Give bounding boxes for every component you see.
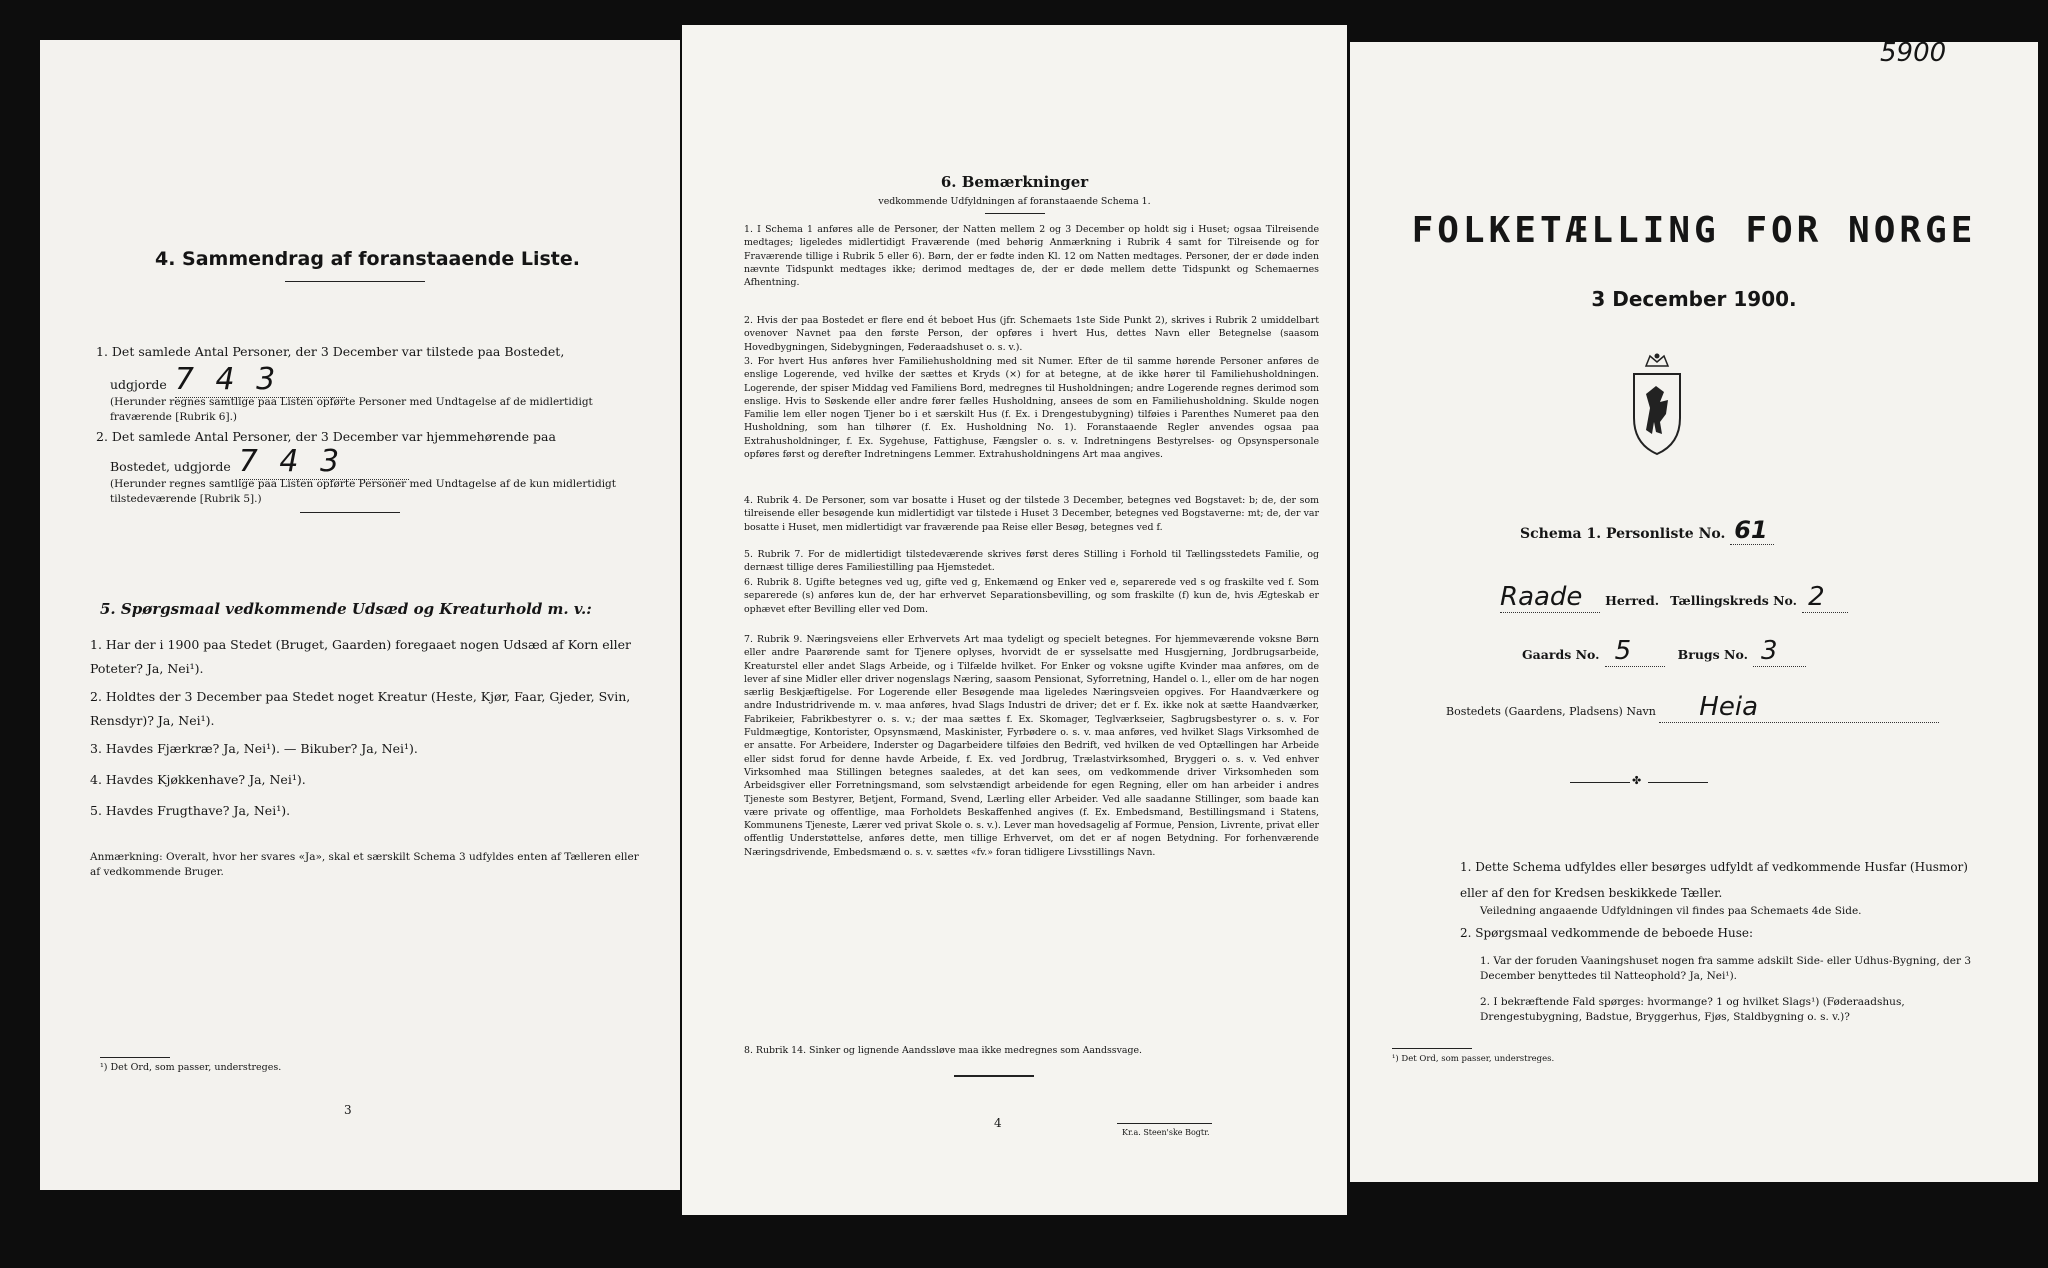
kreds-value: 2	[1802, 582, 1848, 613]
section4-title: 4. Sammendrag af foranstaaende Liste.	[155, 248, 580, 270]
q1-udgjorde: udgjorde	[110, 377, 167, 392]
gaards-label: Gaards No.	[1522, 647, 1600, 662]
form-date: 3 December 1900.	[1591, 287, 1797, 311]
section5-title: 5. Spørgsmaal vedkommende Udsæd og Kreaturhold m. v.:	[100, 600, 592, 618]
q1-text: 1. Det samlede Antal Personer, der 3 December var tilstede paa Bostedet,	[96, 344, 565, 359]
page-number: 4	[994, 1116, 1002, 1130]
instruction-1-note: Veiledning angaaende Udfyldningen vil findes paa Schemaets 4de Side.	[1480, 905, 1862, 917]
coat-of-arms-icon	[1626, 352, 1688, 458]
page-right	[1350, 42, 2038, 1182]
remark-5: 5. Rubrik 7. For de midlertidigt tilstedeværende skrives først deres Stilling i Forhold til Tællingsstedets Familie, og dernæst tillige deres Familiestilling paa Hjemstedet.	[744, 549, 1319, 574]
herred-value: Raade	[1500, 582, 1600, 613]
remark-4: 4. Rubrik 4. De Personer, som var bosatte i Huset og der tilstede 3 December, betegnes ved Bogstavet: b; de, der som tilreisende eller besøgende kun midlertidigt var tilstede i Huset 3 December, betegnes ved Bogstaverne: mt; de, der var bosatte i Huset, men midlertidigt var fraværende paa Reise eller Besøg, betegnes ved f.	[744, 495, 1319, 533]
q1-note: (Herunder regnes samtlige paa Listen opførte Personer med Undtagelse af de midlertidigt fraværende [Rubrik 6].)	[110, 396, 593, 423]
brugs-label: Brugs No.	[1677, 647, 1748, 662]
q2-value: 7 4 3	[239, 444, 409, 480]
corner-number: 5900	[1880, 42, 1947, 68]
herred-label: Herred.	[1605, 593, 1660, 608]
gaards-value: 5	[1605, 636, 1665, 667]
instruction-2: 2. Spørgsmaal vedkommende de beboede Huse:	[1460, 926, 1754, 940]
q2-bostedet: Bostedet, udgjorde	[110, 459, 231, 474]
question-5: 5. Havdes Frugthave? Ja, Nei¹).	[90, 803, 291, 818]
footnote: ¹) Det Ord, som passer, understreges.	[100, 1062, 282, 1073]
printer-mark: Kr.a. Steen'ske Bogtr.	[1122, 1128, 1210, 1137]
remarks-title: 6. Bemærkninger	[940, 173, 1089, 191]
footnote-rule	[1392, 1048, 1472, 1049]
divider	[1570, 782, 1630, 783]
q2-note: (Herunder regnes samtlige paa Listen opførte Personer med Undtagelse af de kun midlertidigt tilstedeværende [Rubrik 5].)	[110, 478, 616, 505]
printer-rule	[1117, 1123, 1212, 1124]
page-left	[40, 40, 680, 1190]
remark-2: 2. Hvis der paa Bostedet er flere end ét beboet Hus (jfr. Schemaets 1ste Side Punkt 2), skrives i Rubrik 2 umiddelbart ovenover Navnet paa den første Person, der opføres i hvert Hus, dettes Navn eller Betegnelse (saasom Hovedbygningen, Sidebygningen, Føderaadshuset o. s. v.).	[744, 315, 1319, 353]
question-4: 4. Havdes Kjøkkenhave? Ja, Nei¹).	[90, 772, 306, 787]
question-3: 3. Havdes Fjærkræ? Ja, Nei¹). — Bikuber? Ja, Nei¹).	[90, 741, 418, 756]
remarks-subtitle: vedkommende Udfyldningen af foranstaaende Schema 1.	[878, 196, 1151, 207]
footnote-rule	[100, 1057, 170, 1058]
remark-6: 6. Rubrik 8. Ugifte betegnes ved ug, gifte ved g, Enkemænd og Enker ved e, separerede ved s og fraskilte ved f. Som separerede (s) anføres kun de, der har erhvervet Separationsbevilling, og som fraskilte (f) kun de, hvis Ægteskab er ophævet efter Bevilling eller ved Dom.	[744, 577, 1319, 615]
divider	[985, 213, 1045, 214]
anmerkning: Anmærkning: Overalt, hvor her svares «Ja», skal et særskilt Schema 3 udfyldes enten af Tælleren eller af vedkommende Bruger.	[90, 851, 639, 878]
bosted-value: Heia	[1659, 692, 1939, 723]
brugs-value: 3	[1753, 636, 1806, 667]
remark-7: 7. Rubrik 9. Næringsveiens eller Erhvervets Art maa tydeligt og specielt betegnes. For hjemmeværende voksne Børn eller andre Paarørende samt for Tjenere oplyses, hvorvidt de er sysselsatte med Husgjerning, Jordbrugsarbeide, Kreaturstel eller andet Slags Arbeide, og i Tilfælde hvilket. For Enker og voksne ugifte Kvinder maa anføres, om de lever af sine Midler eller driver nogenslags Næring, saasom Pensionat, Syforretning, Handel o. l., eller om de har nogen særlig Beskjæftigelse. For Logerende eller Besøgende maa ligeledes Næringsveien opgives. For Haandværkere og andre Industridrivende m. v. maa anføres, hvad Slags Industri de driver; det er f. Ex. ikke nok at sætte Haandværker, Fabrikeier, Fabrikbestyrer o. s. v.; der maa sættes f. Ex. Skomager, Teglværkseier, Sagbrugsbestyrer o. s. v. For Fuldmægtige, Kontorister, Opsynsmænd, Maskinister, Fyrbødere o. s. v. maa anføres, ved hvilket Slags Virksomhed de er ansatte. For Arbeidere, Inderster og Dagarbeidere tilføies den Bedrift, ved hvilken de ved Optællingen har Arbeide eller sidst forud for denne havde Arbeide, f. Ex. ved Jordbrug, Trælastvirksomhed, Bryggeri o. s. v. Ved enhver Virksomhed maa Stillingen betegnes saaledes, at det kan sees, om vedkommende driver Virksomheden som Arbeidsgiver eller Forretningsmand, som selvstændigt arbeidende for egen Regning, eller om han arbeider i andres Tjeneste som Bestyrer, Betjent, Formand, Svend, Lærling eller Arbeider. Ved alle saadanne Stillinger, som baade kan være private og offentlige, maa Forholdets Beskaffenhed angives (f. Ex. Embedsmand, Bestillingsmand i Statens, Kommunens Tjeneste, Lærer ved privat Skole o. s. v.). Lever man hovedsagelig af Formue, Pension, Livrente, privat eller offentlig Understøttelse, anføres dette, men tillige Erhvervet, om det er af nogen Betydning. For forhenværende Næringsdrivende, Embedsmænd o. s. v. sættes «fv.» foran tidligere Livsstillings Navn.	[744, 634, 1319, 858]
ornament-icon: ✤	[1632, 774, 1642, 787]
personliste-no: 61	[1730, 516, 1774, 545]
divider	[300, 512, 400, 513]
divider	[285, 281, 425, 282]
instruction-2-1: 1. Var der foruden Vaaningshuset nogen fra samme adskilt Side- eller Udhus-Bygning, der 3 December benyttedes til Natteophold? Ja, Nei¹).	[1480, 955, 1971, 982]
instruction-2-2: 2. I bekræftende Fald spørges: hvormange? 1 og hvilket Slags¹) (Føderaadshus, Drengestubygning, Badstue, Bryggerhus, Fjøs, Staldbygning o. s. v.)?	[1480, 996, 1905, 1023]
q1-value: 7 4 3	[175, 362, 345, 398]
q2-text: 2. Det samlede Antal Personer, der 3 December var hjemmehørende paa	[96, 429, 556, 444]
remark-1: 1. I Schema 1 anføres alle de Personer, der Natten mellem 2 og 3 December op holdt sig i Huset; ogsaa Tilreisende medtages; ligeledes midlertidigt Fraværende (med behørig Anmærkning i Rubrik 4 samt for Tilreisende og for Fraværende tillige i Rubrik 5 eller 6). Børn, der er fødte inden Kl. 12 om Natten medtages. Personer, der er døde inden nævnte Tidspunkt medtages ikke; derimod medtages de, der er døde mellem dette Tidspunkt og Schemaernes Afhentning.	[744, 224, 1319, 289]
remark-8: 8. Rubrik 14. Sinker og lignende Aandssløve maa ikke medregnes som Aandssvage.	[744, 1045, 1143, 1056]
instruction-1: 1. Dette Schema udfyldes eller besørges udfyldt af vedkommende Husfar (Husmor) eller af den for Kredsen beskikkede Tæller.	[1460, 860, 1968, 900]
divider	[954, 1075, 1034, 1077]
page-number: 3	[344, 1103, 352, 1117]
form-title: FOLKETÆLLING FOR NORGE	[1411, 210, 1977, 251]
remark-3: 3. For hvert Hus anføres hver Familiehusholdning med sit Numer. Efter de til samme hørende Personer anføres de enslige Logerende, ved hvilke der sættes et Kryds (×) for at betegne, at de ikke hører til Familiehusholdningen. Logerende, der spiser Middag ved Familiens Bord, medregnes til Husholdningen; andre Logerende regnes derimod som enslige. Hvis to Søskende eller andre fører fælles Husholdning, ansees de som en Familiehusholdning. Skulde nogen Familie lem eller nogen Tjener bo i et særskilt Hus (f. Ex. i Drengestubygning) tilføies i Parenthes Numeret paa den Husholdning, som han tilhører (f. Ex. Husholdning No. 1). Foranstaaende Regler anvendes ogsaa paa Extrahusholdninger, f. Ex. Sygehuse, Fattighuse, Fængsler o. s. v. Indretningens Bestyrelses- og Opsynspersonale opføres først og derefter Indretningens Lemmer. Extrahusholdningens Art maa angives.	[744, 356, 1319, 461]
schema-label: Schema 1. Personliste No.	[1520, 526, 1726, 542]
kreds-label: Tællingskreds No.	[1670, 593, 1798, 608]
footnote: ¹) Det Ord, som passer, understreges.	[1392, 1054, 1555, 1064]
question-1: 1. Har der i 1900 paa Stedet (Bruget, Gaarden) foregaaet nogen Udsæd af Korn eller Poteter? Ja, Nei¹).	[90, 637, 632, 676]
question-2: 2. Holdtes der 3 December paa Stedet noget Kreatur (Heste, Kjør, Faar, Gjeder, Svin, Rensdyr)? Ja, Nei¹).	[90, 689, 631, 728]
page-middle	[682, 25, 1347, 1215]
divider	[1648, 782, 1708, 783]
bosted-label: Bostedets (Gaardens, Pladsens) Navn	[1446, 705, 1656, 718]
